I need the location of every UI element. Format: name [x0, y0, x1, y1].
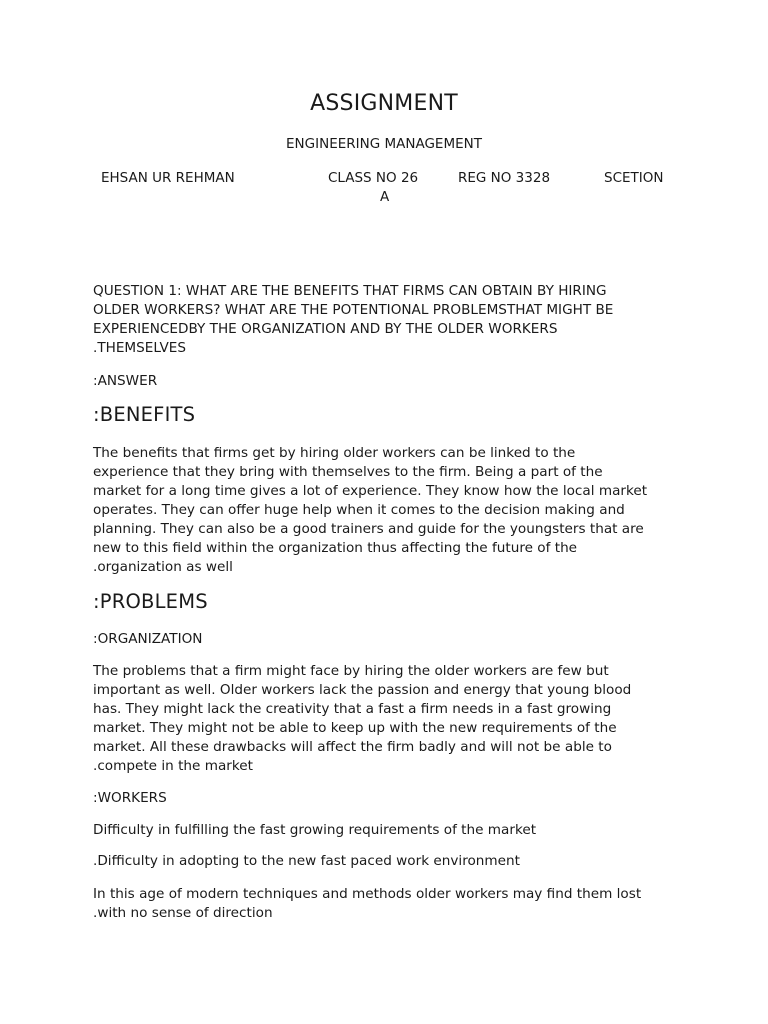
class-number-line1: CLASS NO 26: [328, 170, 419, 186]
registration-number: REG NO 3328: [458, 170, 551, 186]
question-line: QUESTION 1: WHAT ARE THE BENEFITS THAT FIRMS CAN OBTAIN BY HIRING: [93, 283, 607, 299]
benefits-line: planning. They can also be a good trainers and guide for the youngsters that are: [93, 521, 644, 537]
section-label: SCETION: [604, 170, 664, 186]
organization-line: market. They might not be able to keep up with the new requirements of the: [93, 720, 617, 736]
question-line: EXPERIENCEDBY THE ORGANIZATION AND BY THE OLDER WORKERS: [93, 321, 558, 337]
benefits-line: The benefits that firms get by hiring older workers can be linked to the: [93, 445, 576, 461]
question-line: .THEMSELVES: [93, 340, 186, 356]
question-paragraph: [93, 282, 683, 358]
workers-point: .Difficulty in adopting to the new fast paced work environment: [93, 853, 520, 869]
organization-line: has. They might lack the creativity that a fast a firm needs in a fast growing: [93, 701, 612, 717]
benefits-heading: :BENEFITS: [93, 403, 196, 426]
benefits-line: operates. They can offer huge help when it comes to the decision making and: [93, 502, 625, 518]
workers-line: .with no sense of direction: [93, 905, 273, 921]
organization-line: important as well. Older workers lack the passion and energy that young blood: [93, 682, 632, 698]
benefits-line: experience that they bring with themselves to the firm. Being a part of the: [93, 464, 603, 480]
class-number-line2: A: [380, 189, 390, 205]
problems-heading: :PROBLEMS: [93, 590, 208, 613]
question-line: OLDER WORKERS? WHAT ARE THE POTENTIONAL PROBLEMSTHAT MIGHT BE: [93, 302, 614, 318]
organization-line: .compete in the market: [93, 758, 253, 774]
benefits-line: market for a long time gives a lot of experience. They know how the local market: [93, 483, 648, 499]
workers-paragraph: [93, 885, 683, 923]
organization-paragraph: [93, 662, 683, 776]
benefits-paragraph: [93, 444, 683, 577]
benefits-line: .organization as well: [93, 559, 233, 575]
organization-label: :ORGANIZATION: [93, 631, 203, 647]
document-title: ASSIGNMENT: [310, 91, 458, 116]
class-number: [328, 169, 438, 207]
workers-line: In this age of modern techniques and methods older workers may find them lost: [93, 886, 642, 902]
workers-label: :WORKERS: [93, 790, 167, 806]
organization-line: The problems that a firm might face by hiring the older workers are few but: [93, 663, 609, 679]
organization-line: market. All these drawbacks will affect the firm badly and will not be able to: [93, 739, 612, 755]
document-subtitle: ENGINEERING MANAGEMENT: [286, 136, 482, 152]
answer-label: :ANSWER: [93, 373, 158, 389]
student-name: EHSAN UR REHMAN: [101, 170, 235, 186]
benefits-line: new to this field within the organization thus affecting the future of the: [93, 540, 578, 556]
workers-point: Difficulty in fulfilling the fast growing requirements of the market: [93, 822, 537, 838]
